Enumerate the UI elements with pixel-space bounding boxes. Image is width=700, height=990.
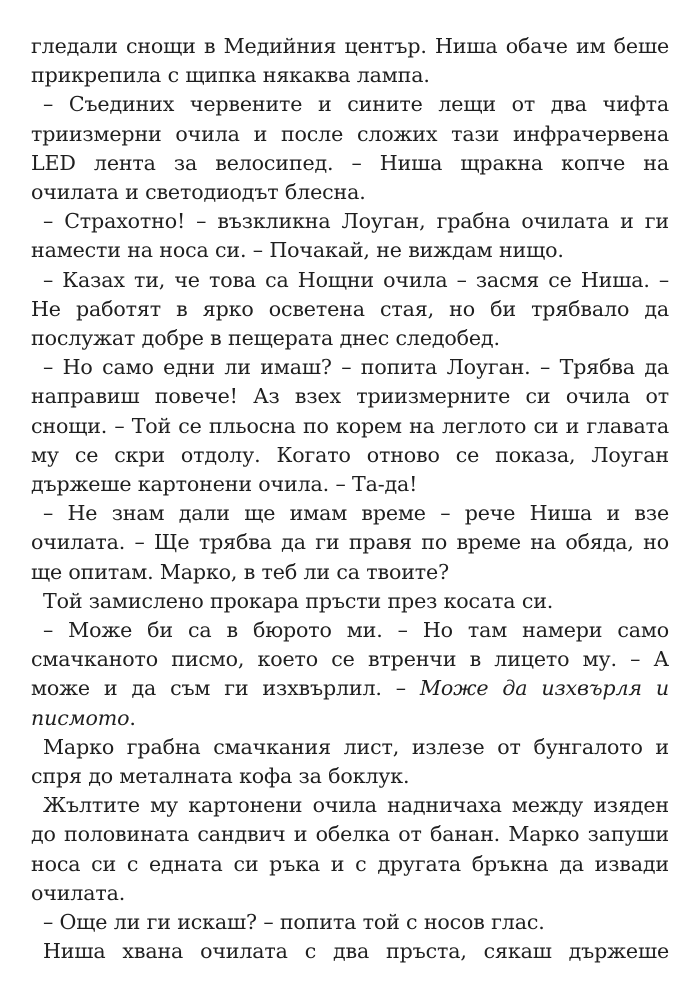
- paragraph-10: Жълтите му картонени очила надничаха между изяден до половината сандвич и обелка от банан. Марко запуши носа си с едната си ръка и с другата бръкна да извади очилата.: [31, 793, 669, 905]
- paragraph-7: Той замислено прокара пръсти през косата си.: [43, 588, 554, 613]
- paragraph-8-text: – Може би са в бюрото ми. – Но там намери само смачканото писмо, което се втренчи в лицето му. – А може и да съм ги изхвърлил. –: [31, 618, 669, 701]
- paragraph-8-italic-thought: Може да изхвърля и писмото: [31, 676, 669, 730]
- paragraph-2: – Съединих червените и сините лещи от два чифта триизмерни очила и после сложих тази инфрачервена LED лента за велосипед. – Ниша щракна копче на очилата и светодиодът блесна.: [31, 92, 669, 205]
- paragraph-6: – Не знам дали ще имам време – рече Ниша и взе очилата. – Ще трябва да ги правя по време на обяда, но ще опитам. Марко, в теб ли са твоите?: [31, 501, 669, 584]
- paragraph-5: – Но само едни ли имаш? – попита Лоуган. – Трябва да направиш повече! Аз взех триизмерните си очила от снощи. – Той се пльосна по корем на леглото си и главата му се скри отдолу. Когато отново се показа, Лоуган държеше картонени очила. – Та-да!: [31, 355, 669, 497]
- paragraph-3: – Страхотно! – възкликна Лоуган, грабна очилата и ги намести на носа си. – Почакай, не виждам нищо.: [31, 209, 669, 263]
- paragraph-8-tail: .: [129, 705, 136, 730]
- paragraph-1: гледали снощи в Медийния център. Ниша обаче им беше прикрепила с щипка някаква лампа.: [31, 34, 669, 88]
- book-page: [31, 32, 669, 967]
- paragraph-4: – Казах ти, че това са Нощни очила – засмя се Ниша. – Не работят в ярко осветена стая, но би трябвало да послужат добре в пещерата днес следобед.: [31, 267, 669, 351]
- paragraph-12: Ниша хвана очилата с два пръста, сякаш държеше: [43, 939, 669, 964]
- paragraph-8: [31, 616, 669, 733]
- paragraph-11: – Още ли ги искаш? – попита той с носов глас.: [43, 910, 545, 935]
- paragraph-9: Марко грабна смачкания лист, излезе от бунгалото и спря до металната кофа за боклук.: [31, 734, 669, 789]
